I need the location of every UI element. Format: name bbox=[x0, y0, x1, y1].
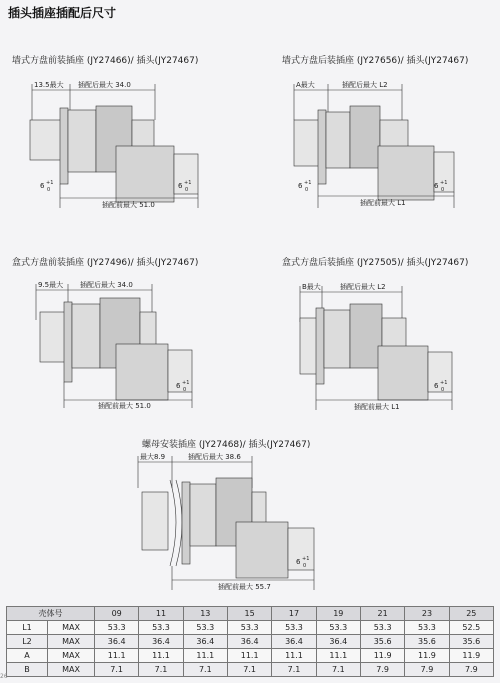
table-row bbox=[7, 663, 494, 677]
dim-b-sub-3: 0 bbox=[183, 387, 187, 393]
dim-left-label-2: A最大 bbox=[296, 81, 315, 89]
table-col-header: 15 bbox=[227, 607, 271, 621]
table-cell: 36.4 bbox=[272, 635, 316, 649]
table-cell: 35.6 bbox=[360, 635, 404, 649]
table-row bbox=[7, 635, 494, 649]
dim-bottom-label-5: 插配前最大 55.7 bbox=[218, 583, 271, 591]
table-cell: 7.1 bbox=[316, 663, 360, 677]
page-title: 插头插座插配后尺寸 bbox=[8, 6, 117, 20]
dim-b-sub-4: 0 bbox=[441, 387, 445, 393]
table-cell: 7.9 bbox=[360, 663, 404, 677]
table-row bbox=[7, 649, 494, 663]
dim-b-sup-4: +1 bbox=[440, 380, 448, 386]
page-corner-mark: 26 bbox=[0, 673, 8, 680]
table-header-row bbox=[7, 607, 494, 621]
table-cell: 7.1 bbox=[272, 663, 316, 677]
table-row-unit: MAX bbox=[48, 663, 95, 677]
dim-a-2: 6 bbox=[298, 182, 303, 190]
table-cell: 35.6 bbox=[405, 635, 449, 649]
dim-top-label-4: 插配后最大 L2 bbox=[340, 283, 386, 291]
table-row-unit: MAX bbox=[48, 635, 95, 649]
connector-drawing-2 bbox=[282, 80, 472, 220]
dim-a-sup-1: +1 bbox=[46, 180, 54, 186]
dim-b-sub-2: 0 bbox=[441, 187, 445, 193]
connector-drawing-4 bbox=[292, 282, 472, 422]
table-col-header: 25 bbox=[449, 607, 493, 621]
table-cell: 53.3 bbox=[139, 621, 183, 635]
table-cell: 53.3 bbox=[272, 621, 316, 635]
table-cell: 36.4 bbox=[316, 635, 360, 649]
section-title-3: 盒式方盘前装插座 (JY27496)/ 插头(JY27467) bbox=[12, 258, 199, 268]
dim-left-label-5: 最大8.9 bbox=[140, 453, 166, 461]
dim-b-sub-1: 0 bbox=[185, 187, 189, 193]
section-title-4: 盒式方盘后装插座 (JY27505)/ 插头(JY27467) bbox=[282, 258, 469, 268]
table-cell: 36.4 bbox=[139, 635, 183, 649]
dim-bottom-label-1: 插配前最大 51.0 bbox=[102, 201, 155, 209]
section-title-1: 墙式方盘前装插座 (JY27466)/ 插头(JY27467) bbox=[12, 56, 199, 66]
table-cell: 7.1 bbox=[183, 663, 227, 677]
table-cell: 53.3 bbox=[316, 621, 360, 635]
table-cell: 11.1 bbox=[139, 649, 183, 663]
table-cell: 11.1 bbox=[183, 649, 227, 663]
table-cell: 53.3 bbox=[95, 621, 139, 635]
dim-b-sub-5: 0 bbox=[303, 563, 307, 569]
table-row-label: B bbox=[7, 663, 48, 677]
dim-b-sup-1: +1 bbox=[184, 180, 192, 186]
dim-bottom-label-4: 插配前最大 L1 bbox=[354, 403, 400, 411]
section-title-2: 墙式方盘后装插座 (JY27656)/ 插头(JY27467) bbox=[282, 56, 469, 66]
table-cell: 11.1 bbox=[272, 649, 316, 663]
dim-b-sup-3: +1 bbox=[182, 380, 190, 386]
dim-top-label-2: 插配后最大 L2 bbox=[342, 81, 388, 89]
dim-b-4: 6 bbox=[434, 382, 439, 390]
table-cell: 7.1 bbox=[227, 663, 271, 677]
table-cell: 11.9 bbox=[360, 649, 404, 663]
dim-b-sup-2: +1 bbox=[440, 180, 448, 186]
dim-bottom-label-2: 插配前最大 L1 bbox=[360, 199, 406, 207]
table-cell: 53.3 bbox=[360, 621, 404, 635]
table-col-header: 09 bbox=[95, 607, 139, 621]
dim-a-1: 6 bbox=[40, 182, 45, 190]
table-cell: 11.9 bbox=[405, 649, 449, 663]
table-cell: 52.5 bbox=[449, 621, 493, 635]
table-cell: 7.1 bbox=[95, 663, 139, 677]
table-cell: 7.9 bbox=[449, 663, 493, 677]
table-cell: 7.1 bbox=[139, 663, 183, 677]
dim-b-5: 6 bbox=[296, 558, 301, 566]
table-cell: 11.1 bbox=[316, 649, 360, 663]
table-col-header: 21 bbox=[360, 607, 404, 621]
dim-bottom-label-3: 插配前最大 51.0 bbox=[98, 402, 151, 410]
connector-drawing-1 bbox=[20, 80, 210, 220]
dim-top-label-5: 插配后最大 38.6 bbox=[188, 453, 241, 461]
connector-drawing-5 bbox=[132, 452, 332, 598]
dim-a-sup-2: +1 bbox=[304, 180, 312, 186]
dim-b-3: 6 bbox=[176, 382, 181, 390]
table-col-header: 19 bbox=[316, 607, 360, 621]
table-col-header: 17 bbox=[272, 607, 316, 621]
dim-b-1: 6 bbox=[178, 182, 183, 190]
table-cell: 35.6 bbox=[449, 635, 493, 649]
table-cell: 36.4 bbox=[183, 635, 227, 649]
dimension-table bbox=[6, 606, 494, 677]
dim-b-2: 6 bbox=[434, 182, 439, 190]
dim-b-sup-5: +1 bbox=[302, 556, 310, 562]
table-col-header: 11 bbox=[139, 607, 183, 621]
table-cell: 53.3 bbox=[183, 621, 227, 635]
table-cell: 11.1 bbox=[227, 649, 271, 663]
table-row-label: L1 bbox=[7, 621, 48, 635]
table-row-unit: MAX bbox=[48, 621, 95, 635]
dim-left-label-4: B最大 bbox=[302, 283, 321, 291]
dim-a-sub-1: 0 bbox=[47, 187, 51, 193]
table-cell: 11.1 bbox=[95, 649, 139, 663]
table-cell: 7.9 bbox=[405, 663, 449, 677]
table-cell: 36.4 bbox=[227, 635, 271, 649]
table-row-unit: MAX bbox=[48, 649, 95, 663]
dim-a-sub-2: 0 bbox=[305, 187, 309, 193]
dim-left-label-1: 13.5最大 bbox=[34, 81, 64, 89]
table-cell: 53.3 bbox=[405, 621, 449, 635]
table-cell: 53.3 bbox=[227, 621, 271, 635]
table-row-label: L2 bbox=[7, 635, 48, 649]
section-title-5: 螺母安装插座 (JY27468)/ 插头(JY27467) bbox=[142, 440, 311, 450]
dim-top-label-1: 插配后最大 34.0 bbox=[78, 81, 131, 89]
table-col-header: 23 bbox=[405, 607, 449, 621]
table-header-label: 壳体号 bbox=[7, 607, 95, 621]
table-cell: 36.4 bbox=[95, 635, 139, 649]
dim-left-label-3: 9.5最大 bbox=[38, 281, 64, 289]
dim-top-label-3: 插配后最大 34.0 bbox=[80, 281, 133, 289]
table-row bbox=[7, 621, 494, 635]
table-row-label: A bbox=[7, 649, 48, 663]
connector-drawing-3 bbox=[32, 280, 212, 420]
table-col-header: 13 bbox=[183, 607, 227, 621]
table-cell: 11.9 bbox=[449, 649, 493, 663]
